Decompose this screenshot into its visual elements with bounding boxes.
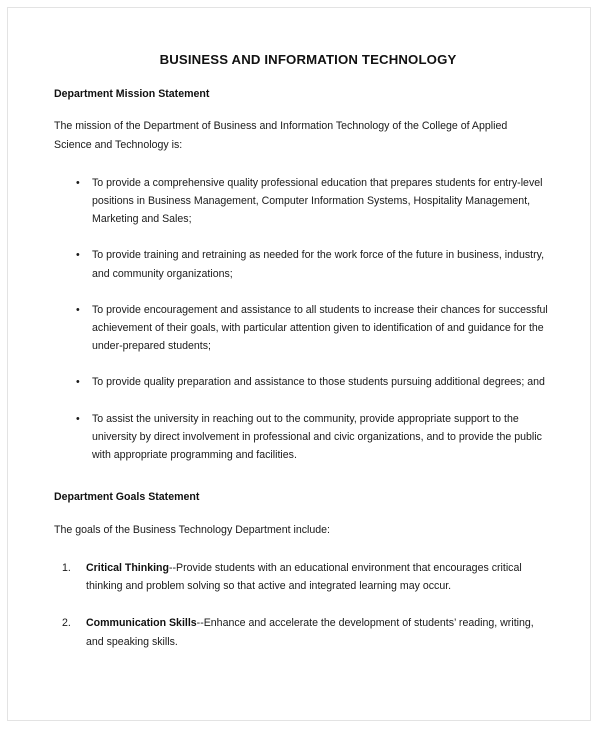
list-item-number: 2. [62,617,71,630]
list-item-text: To provide quality preparation and assistance to those students pursuing additional degrees; and [92,376,545,389]
document-page [7,7,591,721]
document-body [8,67,590,651]
spacer [54,154,552,174]
list-item [54,373,552,391]
list-item-text: --Enhance and accelerate the development of students’ reading, writing, and speaking skills. [86,617,534,648]
spacer [54,67,552,87]
bullet-icon: • [76,412,80,425]
mission-section-heading: Department Mission Statement [54,88,210,100]
list-item [54,410,552,465]
list-item-text: To provide training and retraining as needed for the work force of the future in business, industry, and community organizations; [92,249,545,280]
list-item [54,559,552,595]
bullet-icon: • [76,249,80,262]
bullet-icon: • [76,176,80,189]
bullet-icon: • [76,303,80,316]
list-item-text: To provide encouragement and assistance to all students to increase their chances for successful achievement of their goals, with particular attention given to identification of and guidance for the under-prepared students; [92,303,548,353]
list-item [54,301,552,356]
list-item [54,174,552,229]
list-item-term: Critical Thinking [86,561,169,574]
spacer [54,505,552,521]
list-item-number: 1. [62,561,71,574]
list-item-term: Communication Skills [86,617,197,630]
spacer [54,101,552,117]
goals-numbered-list [54,559,552,651]
mission-lead-paragraph: The mission of the Department of Business and Information Technology of the College of Applied Science and Technology is: [54,120,508,151]
list-item [54,246,552,282]
page-title: BUSINESS AND INFORMATION TECHNOLOGY [159,52,457,67]
goals-lead-paragraph: The goals of the Business Technology Department include: [54,523,330,536]
list-item [54,614,552,650]
list-item-text: To assist the university in reaching out to the community, provide appropriate support to the university by direct involvement in professional and civic organizations, and to provide the public with appropriate programming and facilities. [92,412,542,462]
spacer [54,539,552,559]
list-item-text: --Provide students with an educational environment that encourages critical thinking and problem solving so that active and integrated learning may occur. [86,561,522,593]
mission-bullet-list [54,174,552,465]
spacer [54,464,552,490]
goals-section-heading: Department Goals Statement [54,491,200,504]
list-item-text: To provide a comprehensive quality professional education that prepares students for entry-level positions in Business Management, Computer Information Systems, Hospitality Management, Marketing and Sales; [92,176,543,226]
bullet-icon: • [76,376,80,389]
